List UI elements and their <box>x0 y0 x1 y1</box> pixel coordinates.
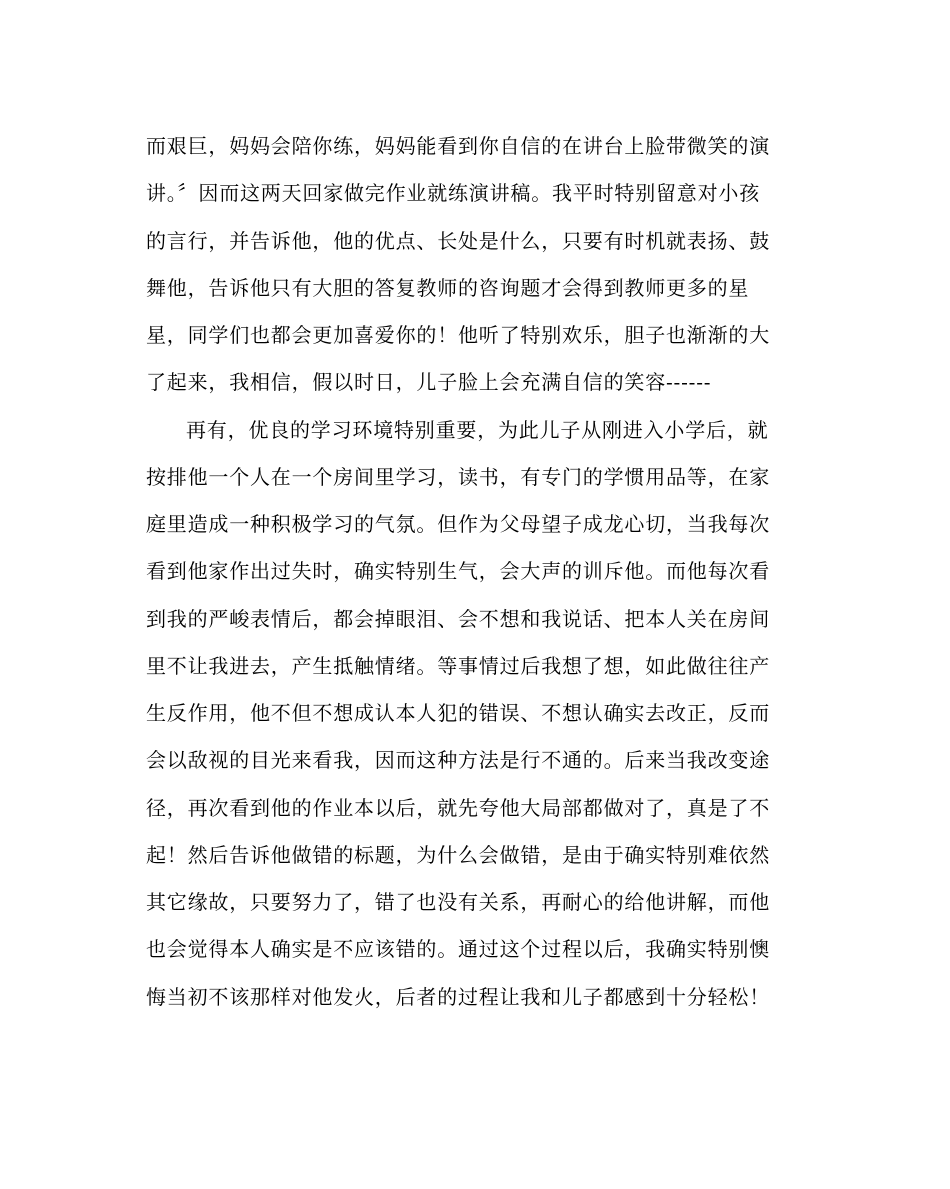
text-line-2: 讲。〞因而这两天回家做完作业就练演讲稿。我平时特别留意对小孩 <box>146 181 760 206</box>
text-line-16: 起！然后告诉他做错的标题，为什么会做错，是由于确实特别难依然 <box>146 842 770 867</box>
text-line-11: 到我的严峻表情后，都会掉眼泪、会不想和我说话、把本人关在房间 <box>146 606 770 631</box>
body-text <box>146 128 816 1026</box>
text-line-12: 里不让我进去，产生抵触情绪。等事情过后我想了想，如此做往往产 <box>146 653 770 678</box>
text-line-5: 星，同学们也都会更加喜爱你的！他听了特别欢乐，胆子也渐渐的大 <box>146 323 770 347</box>
text-line-19: 悔当初不该那样对他发火，后者的过程让我和儿子都感到十分轻松！ <box>146 984 770 1009</box>
text-line-8: 按排他一个人在一个房间里学习，读书，有专门的学惯用品等，在家 <box>146 464 770 489</box>
text-line-3: 的言行，并告诉他，他的优点、长处是什么，只要有时机就表扬、鼓 <box>146 228 770 253</box>
text-line-1: 而艰巨，妈妈会陪你练，妈妈能看到你自信的在讲台上脸带微笑的演 <box>146 134 770 158</box>
text-line-9: 庭里造成一种积极学习的气氛。但作为父母望子成龙心切，当我每次 <box>146 512 770 536</box>
text-line-14: 会以敌视的目光来看我，因而这种方法是行不通的。后来当我改变途 <box>146 748 770 773</box>
text-line-18: 也会觉得本人确实是不应该错的。通过这个过程以后，我确实特别懊 <box>146 937 770 962</box>
text-line-4: 舞他，告诉他只有大胆的答复教师的咨询题才会得到教师更多的星 <box>146 275 750 300</box>
text-line-6: 了起来，我相信，假以时日，儿子脸上会充满自信的笑容------ <box>146 370 712 395</box>
paragraph-start-line: 再有，优良的学习环境特别重要，为此儿子从刚进入小学后，就 <box>186 417 769 442</box>
text-line-17: 其它缘故，只要努力了，错了也没有关系，再耐心的给他讲解，而他 <box>146 890 770 914</box>
text-line-15: 径，再次看到他的作业本以后，就先夸他大局部都做对了，真是了不 <box>146 795 770 820</box>
text-line-13: 生反作用，他不但不想成认本人犯的错误、不想认确实去改正，反而 <box>146 701 770 725</box>
text-line-10: 看到他家作出过失时，确实特别生气，会大声的训斥他。而他每次看 <box>146 559 770 584</box>
